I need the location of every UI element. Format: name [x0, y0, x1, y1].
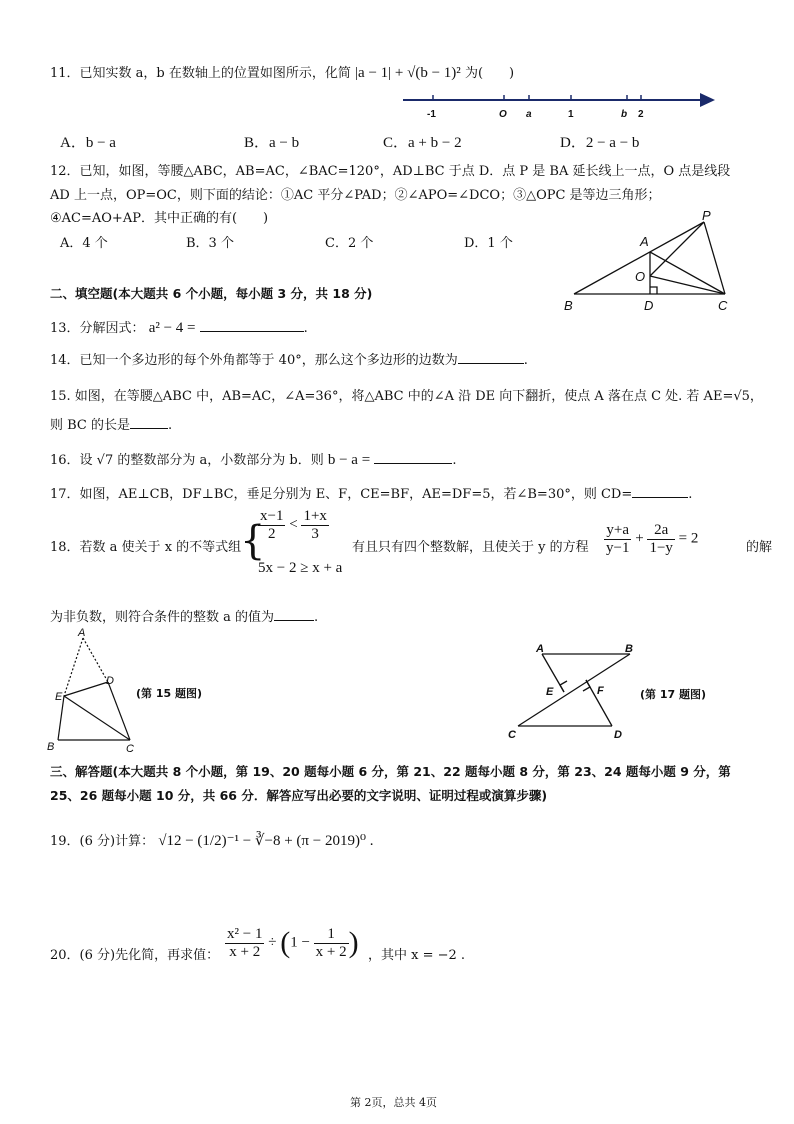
q18-brace: { [240, 518, 266, 564]
page-footer: 第 2页，总共 4页 [350, 1096, 437, 1109]
number-line-figure [395, 90, 725, 124]
q14: 14．已知一个多边形的每个外角都等于 40°，那么这个多边形的边数为 . [50, 353, 528, 368]
label-f: F [597, 685, 604, 697]
axis-label: a [526, 109, 532, 120]
q16: 16．设 √7 的整数部分为 a，小数部分为 b．则 b − a = . [50, 452, 457, 468]
q11-option-b[interactable]: B．a − b [244, 135, 300, 151]
q17: 17．如图，AE⊥CB，DF⊥BC，垂足分别为 E、F，CE=BF，AE=DF=5，若∠B=30°，则 CD= . [50, 487, 693, 502]
label-d: D [106, 675, 114, 687]
q20-prefix: 20．(6 分)先化简，再求值： [50, 948, 220, 963]
label-d: D [644, 298, 654, 313]
label-o: O [635, 269, 646, 284]
q18-suffix: 的解 [746, 540, 773, 555]
label-e: E [55, 691, 63, 703]
q13-answer-blank[interactable] [200, 319, 304, 332]
axis-label: -1 [427, 109, 436, 120]
label-p: P [702, 208, 711, 223]
label-d: D [614, 729, 622, 741]
label-b: B [47, 741, 55, 753]
label-c: C [126, 743, 134, 755]
q14-answer-blank[interactable] [458, 351, 524, 364]
q19-expression: √12 − (1/2)⁻¹ − ∛−8 + (π − 2019)⁰ . [158, 833, 374, 849]
figure-17-caption: (第 17 题图) [640, 688, 707, 701]
q16-answer-blank[interactable] [374, 451, 452, 464]
q11-option-c[interactable]: C．a + b − 2 [383, 135, 462, 151]
axis-label: O [499, 109, 507, 120]
q12-option-d[interactable]: D．1 个 [464, 236, 513, 251]
axis-label: b [621, 109, 628, 120]
q11-option-d[interactable]: D．2 − a − b [560, 135, 640, 151]
label-c: C [718, 298, 728, 313]
figure-15 [40, 626, 150, 756]
q19: 19．(6 分)计算： √12 − (1/2)⁻¹ − ∛−8 + (π − 2019)⁰ . [50, 833, 374, 849]
label-a: A [536, 643, 544, 655]
q15-line2: 则 BC 的长是 . [50, 418, 173, 433]
q20-tail: ，其中 x = −2 . [368, 948, 466, 963]
q18-prefix: 18．若数 a 使关于 x 的不等式组 [50, 540, 242, 555]
q11-stem: 11．已知实数 a，b 在数轴上的位置如图所示，化简 |a − 1| + √(b − 1)² 为( ) [50, 65, 515, 81]
q12-option-a[interactable]: A．4 个 [60, 236, 108, 251]
label-c: C [508, 729, 516, 741]
q11-expression: |a − 1| + √(b − 1)² [355, 65, 461, 81]
q18-equation: $\frac{y+a}{y-1}$ + $\frac{2a}{1-y}$ = 2 [606, 522, 699, 556]
q18-inequality-1: $\frac{x-1}{2}$ < $\frac{1+x}{3}$ [260, 508, 327, 542]
q15-answer-blank[interactable] [130, 416, 168, 429]
q20-expression: $\frac{\text{x² − 1}}{x + 2}$ ÷ (1 − $\frac{1}{x + 2}$ ) [227, 926, 359, 960]
figure-17 [500, 640, 633, 746]
q12-option-c[interactable]: C．2 个 [325, 236, 374, 251]
q17-answer-blank[interactable] [632, 485, 688, 498]
label-a: A [640, 234, 649, 249]
q12-line3: ④AC=AO+AP．其中正确的有( ) [50, 211, 269, 226]
q11-tail: 为( ) [464, 66, 515, 81]
axis-label: 2 [638, 109, 644, 120]
label-b: B [625, 643, 633, 655]
section-3-heading-line1: 三、解答题(本大题共 8 个小题，第 19、20 题每小题 6 分，第 21、22 题每小题 8 分，第 23、24 题每小题 9 分，第 [50, 764, 731, 779]
section-2-heading: 二、填空题(本大题共 6 个小题，每小题 3 分，共 18 分) [50, 286, 373, 301]
axis-label: 1 [568, 109, 574, 120]
label-a: A [78, 627, 86, 639]
q18-middle: 有且只有四个整数解，且使关于 y 的方程 [352, 540, 589, 555]
figure-15-caption: (第 15 题图) [136, 687, 203, 700]
label-b: B [564, 298, 573, 313]
q15-line1: 15. 如图，在等腰△ABC 中，AB=AC，∠A=36°，将△ABC 中的∠A 沿 DE 向下翻折，使点 A 落在点 C 处. 若 AE=√5， [50, 389, 763, 404]
q13-expression: a² − 4 = [148, 320, 196, 336]
section-3-heading-line2: 25、26 题每小题 10 分，共 66 分．解答应写出必要的文字说明、证明过程或演算步骤) [50, 788, 548, 803]
q12-line2: AD 上一点，OP=OC，则下面的结论：①AC 平分∠PAD；②∠APO=∠DCO；③△OPC 是等边三角形； [50, 188, 661, 203]
q12-triangle-figure [560, 208, 750, 318]
q13: 13．分解因式： a² − 4 = . [50, 320, 308, 336]
q11-option-a[interactable]: A．b − a [60, 135, 116, 151]
q12-line1: 12．已知，如图，等腰△ABC，AB=AC，∠BAC=120°，AD⊥BC 于点 D．点 P 是 BA 延长线上一点，O 点是线段 [50, 164, 731, 179]
q18-inequality-2: 5x − 2 ≥ x + a [258, 560, 343, 576]
label-e: E [546, 686, 554, 698]
q18-answer-blank[interactable] [274, 608, 314, 621]
q16-expression: b − a = [327, 452, 371, 468]
q18-line2: 为非负数，则符合条件的整数 a 的值为 . [50, 610, 319, 625]
q12-option-b[interactable]: B．3 个 [186, 236, 234, 251]
